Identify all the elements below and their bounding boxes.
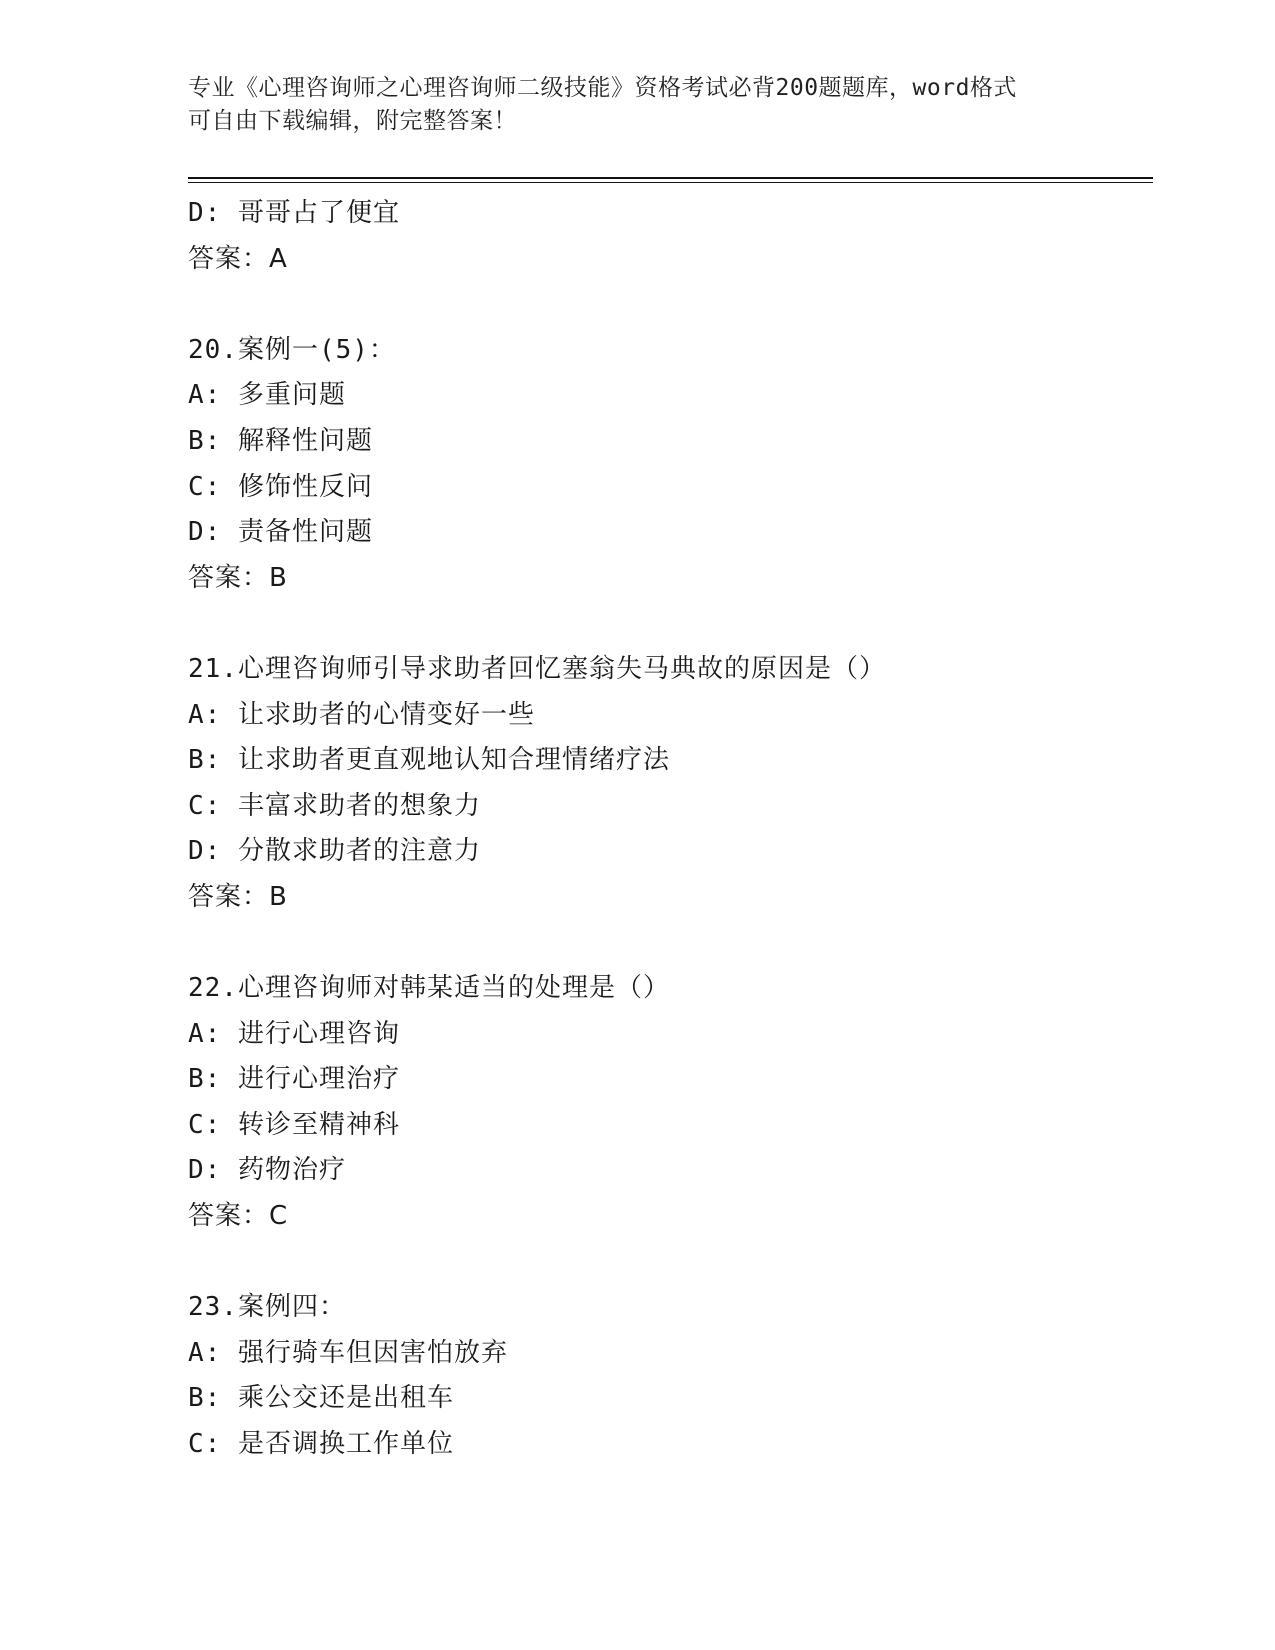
answer: 答案：B (188, 881, 288, 912)
header-divider-thick (188, 177, 1153, 179)
question-stem: 23.案例四： (188, 1292, 346, 1323)
answer: 答案：C (188, 1201, 289, 1232)
header-line-1: 专业《心理咨询师之心理咨询师二级技能》资格考试必背200题题库，word格式 (188, 75, 1017, 101)
spacer (188, 1240, 1153, 1286)
option-c: C: 是否调换工作单位 (188, 1429, 454, 1460)
spacer (188, 601, 1153, 647)
option-d: D: 责备性问题 (188, 517, 373, 548)
question-stem: 21.心理咨询师引导求助者回忆塞翁失马典故的原因是（） (188, 653, 886, 684)
option-d: D: 药物治疗 (188, 1155, 346, 1186)
option-d-continued: D: 哥哥占了便宜 (188, 198, 400, 228)
spacer (188, 921, 1153, 967)
question-22 (188, 966, 1153, 1240)
option-b: B: 乘公交还是出租车 (188, 1383, 454, 1414)
option-b: B: 让求助者更直观地认知合理情绪疗法 (188, 745, 670, 776)
option-a: A: 强行骑车但因害怕放弃 (188, 1337, 508, 1368)
option-a: A: 多重问题 (188, 380, 346, 411)
question-stem: 22.心理咨询师对韩某适当的处理是（） (188, 973, 670, 1004)
option-b: B: 解释性问题 (188, 425, 373, 456)
question-list (188, 191, 1153, 1468)
document-header (188, 72, 1088, 138)
option-c: C: 修饰性反问 (188, 471, 373, 502)
option-d: D: 分散求助者的注意力 (188, 836, 481, 867)
spacer (188, 282, 1153, 328)
option-b: B: 进行心理治疗 (188, 1064, 400, 1095)
option-a: A: 进行心理咨询 (188, 1018, 400, 1049)
answer: 答案：B (188, 562, 288, 593)
option-c: C: 转诊至精神科 (188, 1109, 400, 1140)
option-a: A: 让求助者的心情变好一些 (188, 699, 535, 730)
option-c: C: 丰富求助者的想象力 (188, 790, 481, 821)
question-stem: 20.案例一(5)： (188, 334, 396, 365)
question-23 (188, 1285, 1153, 1467)
question-21 (188, 647, 1153, 921)
header-line-2: 可自由下载编辑，附完整答案！ (188, 108, 517, 134)
question-20 (188, 328, 1153, 602)
header-divider-thin (188, 182, 1153, 183)
answer-continued: 答案：A (188, 243, 288, 274)
